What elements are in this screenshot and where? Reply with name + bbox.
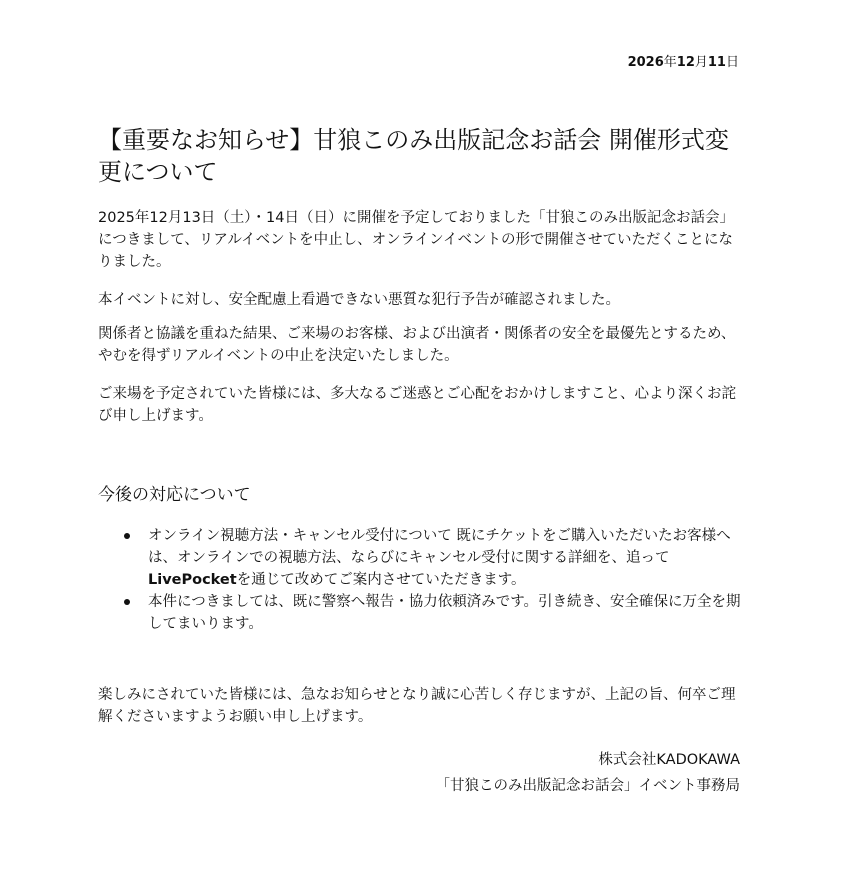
- paragraph-closing: 楽しみにされていた皆様には、急なお知らせとなり誠に心苦しく存じますが、上記の旨、何卒ご理解くださいますようお願い申し上げます。: [98, 687, 736, 725]
- bullet-icon: [124, 533, 130, 539]
- signature-company: 株式会社KADOKAWA: [598, 752, 740, 768]
- bullet-icon: [124, 599, 130, 605]
- paragraph-reason: 本イベントに対し、安全配慮上看過できない悪質な犯行予告が確認されました。: [98, 292, 620, 308]
- date-month-unit: 月: [694, 55, 708, 70]
- date-day: 11: [707, 55, 726, 70]
- livepocket-text: LivePocket: [148, 572, 237, 588]
- date-day-unit: 日: [725, 55, 739, 70]
- section-heading-future-response: 今後の対応について: [98, 485, 251, 505]
- date-year-unit: 年: [663, 55, 677, 70]
- date-year: 2026: [627, 55, 664, 70]
- paragraph-decision: 関係者と協議を重ねた結果、ご来場のお客様、および出演者・関係者の安全を最優先とするため、やむを得ずリアルイベントの中止を決定いたしました。: [98, 326, 736, 364]
- list-item-text-1a: オンライン視聴方法・キャンセル受付について 既にチケットをご購入いただいたお客様へは、オンラインでの視聴方法、ならびにキャンセル受付に関する詳細を、追って: [148, 528, 731, 566]
- list-item-text-2: 本件につきましては、既に警察へ報告・協力依頼済みです。引き続き、安全確保に万全を期してまいります。: [148, 594, 741, 632]
- response-list: [98, 525, 746, 635]
- date-month: 12: [676, 55, 695, 70]
- list-item: [98, 591, 746, 635]
- publish-date: [628, 54, 739, 72]
- paragraph-apology: ご来場を予定されていた皆様には、多大なるご迷惑とご心配をおかけしますこと、心より深くお詫び申し上げます。: [98, 386, 736, 424]
- notice-title: 【重要なお知らせ】甘狼このみ出版記念お話会 開催形式変更について: [98, 126, 729, 186]
- signature-office: 「甘狼このみ出版記念お話会」イベント事務局: [435, 778, 740, 794]
- list-item: [98, 525, 746, 591]
- paragraph-announcement: 2025年12月13日（土）・14日（日）に開催を予定しておりました「甘狼このみ出版記念お話会」につきまして、リアルイベントを中止し、オンラインイベントの形で開催させていただくことになりました。: [98, 210, 734, 270]
- list-item-text-1b: を通じて改めてご案内させていただきます。: [236, 572, 526, 588]
